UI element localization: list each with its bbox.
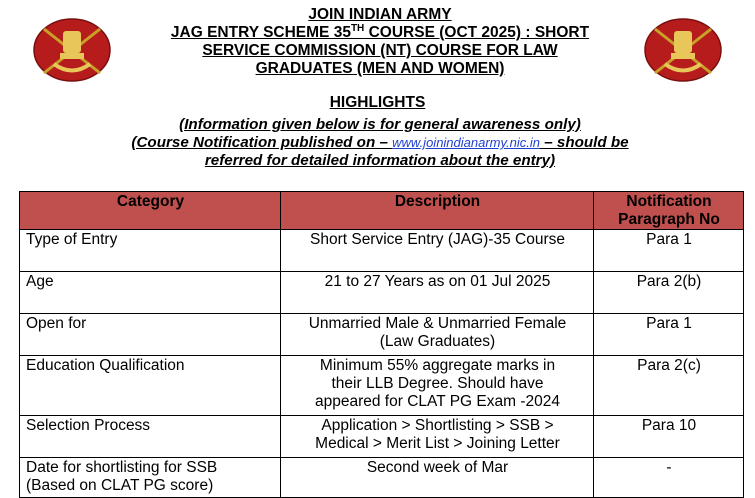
document-header [120, 6, 640, 78]
paragraph-cell: Para 1 [594, 230, 744, 272]
category-cell: Selection Process [20, 416, 281, 458]
column-header-category: Category [20, 192, 281, 230]
paragraph-cell: Para 10 [594, 416, 744, 458]
table-row [20, 314, 744, 356]
info-line-1: (Information given below is for general awareness only) [179, 116, 581, 133]
header-line-3: SERVICE COMMISSION (NT) COURSE FOR LAW [202, 42, 558, 59]
paragraph-cell: - [594, 458, 744, 498]
description-cell: Second week of Mar [281, 458, 594, 498]
highlights-heading: HIGHLIGHTS [329, 94, 426, 111]
paragraph-cell: Para 2(c) [594, 356, 744, 416]
table-row [20, 272, 744, 314]
paragraph-cell: Para 2(b) [594, 272, 744, 314]
category-cell: Age [20, 272, 281, 314]
indian-army-emblem-icon [643, 17, 723, 83]
description-cell: Short Service Entry (JAG)-35 Course [281, 230, 594, 272]
category-cell: Open for [20, 314, 281, 356]
header-line-4: GRADUATES (MEN AND WOMEN) [255, 60, 505, 77]
category-cell: Education Qualification [20, 356, 281, 416]
info-note [40, 116, 720, 170]
indian-army-emblem-icon [32, 17, 112, 83]
column-header-notification: Notification Paragraph No [594, 192, 744, 230]
category-cell: Date for shortlisting for SSB (Based on CLAT PG score) [20, 458, 281, 498]
description-cell: 21 to 27 Years as on 01 Jul 2025 [281, 272, 594, 314]
table-row [20, 416, 744, 458]
table-header-row [20, 192, 744, 230]
table-row [20, 230, 744, 272]
description-cell: Application > Shortlisting > SSB > Medical > Merit List > Joining Letter [281, 416, 594, 458]
column-header-description: Description [281, 192, 594, 230]
notification-link[interactable]: www.joinindianarmy.nic.in [392, 135, 540, 150]
header-line-2: JAG ENTRY SCHEME 35TH COURSE (OCT 2025) : SHORT [170, 22, 590, 41]
info-line-3: referred for detailed information about the entry) [204, 152, 556, 169]
category-cell: Type of Entry [20, 230, 281, 272]
paragraph-cell: Para 1 [594, 314, 744, 356]
highlights-table [19, 191, 744, 498]
info-line-2: (Course Notification published on – www.joinindianarmy.nic.in – should be [131, 134, 629, 151]
description-cell: Minimum 55% aggregate marks in their LLB Degree. Should have appeared for CLAT PG Exam -2024 [281, 356, 594, 416]
header-line-1: JOIN INDIAN ARMY [308, 6, 452, 23]
table-row [20, 356, 744, 416]
table-row [20, 458, 744, 498]
description-cell: Unmarried Male & Unmarried Female (Law Graduates) [281, 314, 594, 356]
